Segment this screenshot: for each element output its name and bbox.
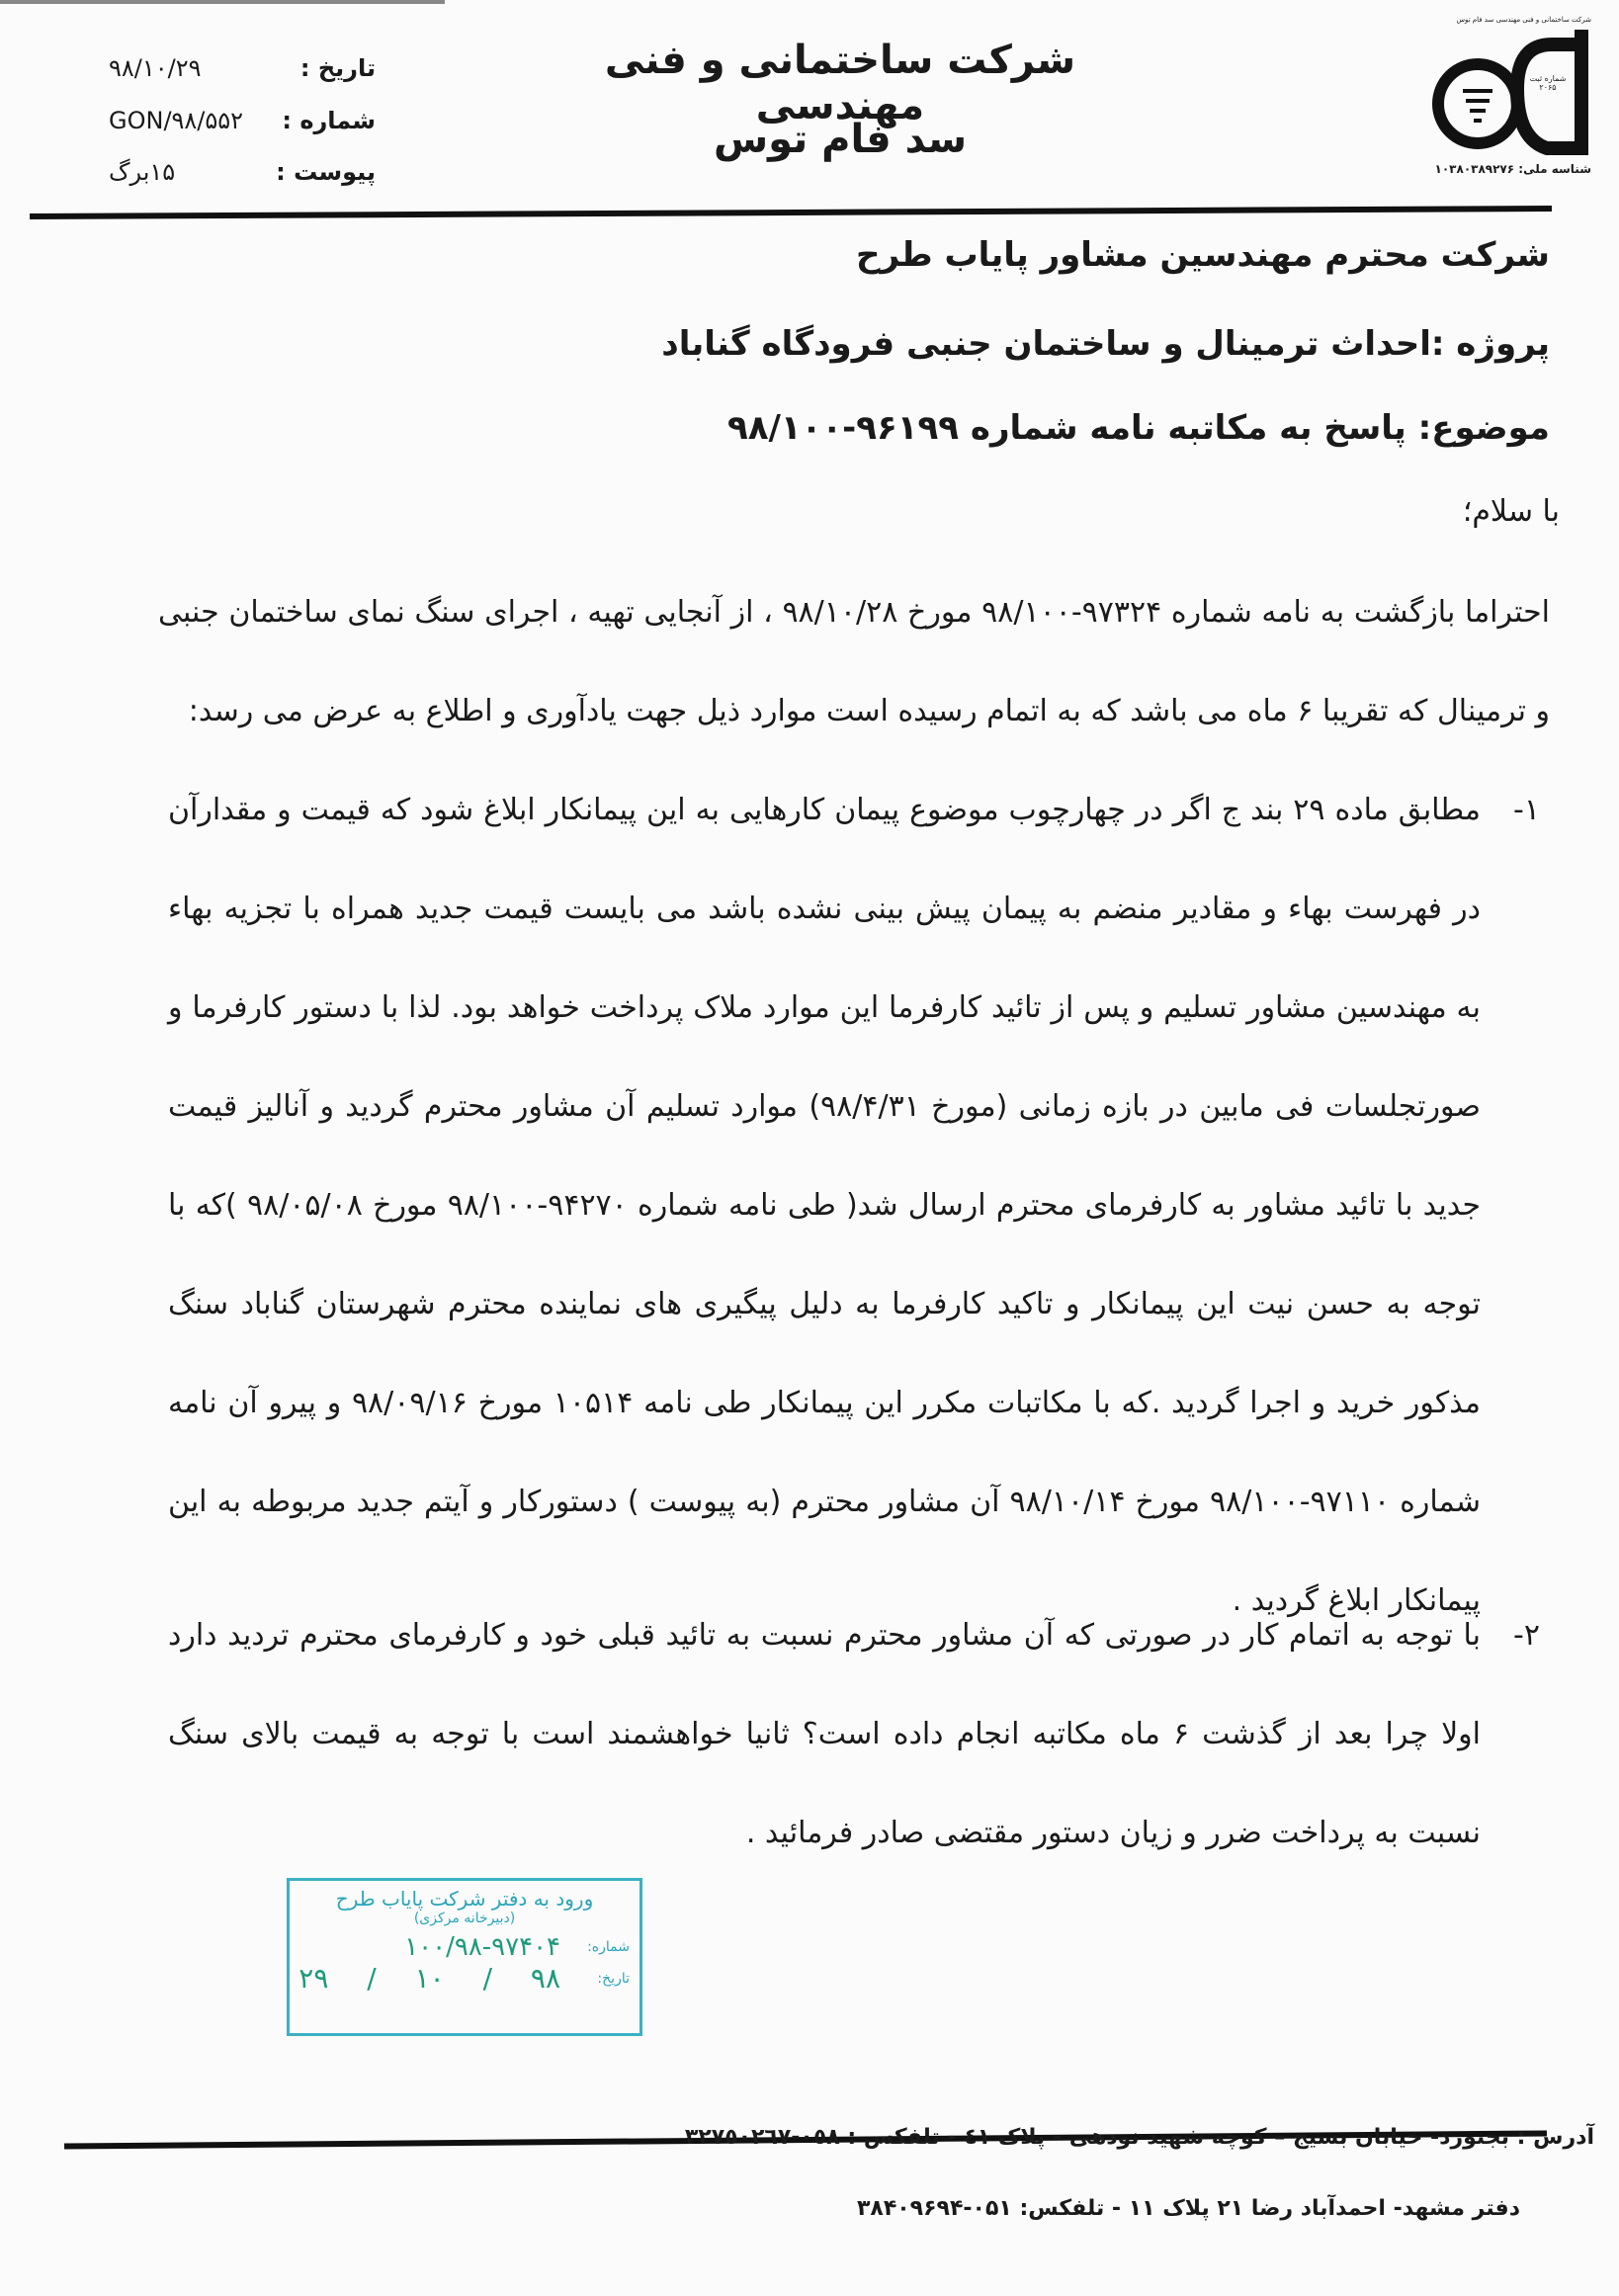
stamp-subtitle: (دبیرخانه مرکزی) <box>413 1911 516 1926</box>
number-field <box>109 107 376 134</box>
header-divider <box>30 206 1552 219</box>
project-line: پروژه :احداث ترمینال و ساختمان جنبی فرودگاه گناباد <box>661 324 1550 364</box>
number-value: GON/۹۸/۵۵۲ <box>109 107 244 134</box>
national-id: شناسه ملی: ۱۰۳۸۰۳۸۹۲۷۶ <box>1434 162 1591 176</box>
addressee: شرکت محترم مهندسین مشاور پایاب طرح <box>856 235 1550 275</box>
attachment-label: پیوست : <box>276 158 376 186</box>
item-text: با توجه به اتمام کار در صورتی که آن مشاور محترم نسبت به تائید قبلی خود و کارفرمای محترم تردید دارد اولا چرا بعد از گذشت ۶ ماه مکاتبه انجام داده است؟ ثانیا خواهشمند است با توجه به قیمت بالای سنگ نسبت به پرداخت ضرر و زیان دستور مقتضی صادر فرمائید . <box>168 1618 1482 1850</box>
stamp-number-label: شماره: <box>587 1939 630 1955</box>
stamp-number-value: ۱۰۰/۹۸-۹۷۴۰۴ <box>404 1932 560 1962</box>
attachment-field <box>109 158 376 186</box>
company-name-line1: شرکت ساختمانی و فنی مهندسی <box>604 38 1076 128</box>
list-item <box>168 761 1540 1651</box>
stamp-title: ورود به دفتر شرکت پایاب طرح <box>335 1887 594 1911</box>
stamp-date-value: ۹۸ / ۱۰ / ۲۹ <box>298 1962 560 1995</box>
footer-address: آدرس : بجنورد- خیابان بسیج – کوچه شهید نودهی - پلاک ٤١ - تلفکس : ٠٥٨-٣٢٧٥٠٢٦٧ <box>684 2125 1594 2150</box>
subject-line: موضوع: پاسخ به مکاتبه نامه شماره ۹۶۱۹۹-۹۸/۱۰۰ <box>726 408 1550 448</box>
intro-paragraph: احتراما بازگشت به نامه شماره ۹۷۳۲۴-۹۸/۱۰۰ مورخ ۹۸/۱۰/۲۸ ، از آنجایی تهیه ، اجرای سنگ نمای ساختمان جنبی و ترمینال که تقریبا ۶ ماه می باشد که به اتمام رسیده است موارد ذیل جهت یادآوری و اطلاع به عرض می رسد: <box>158 595 1550 728</box>
received-stamp <box>287 1878 642 2036</box>
date-field <box>109 54 376 82</box>
company-logo <box>1423 16 1591 178</box>
item-number: ۲- <box>1513 1618 1540 1653</box>
top-scan-edge <box>0 0 445 4</box>
number-label: شماره : <box>282 107 376 134</box>
company-name-line2: سد فام توس <box>713 117 968 162</box>
attachment-value: ۱۵برگ <box>109 158 176 186</box>
greeting: با سلام؛ <box>1462 494 1560 529</box>
item-number: ۱- <box>1513 793 1540 827</box>
date-label: تاریخ : <box>299 54 376 82</box>
logo-text: شرکت ساختمانی و فنی مهندسی سد فام توس <box>1456 16 1591 24</box>
registration-number: شماره ثبت ۲۰۶۵ <box>1529 74 1567 92</box>
list-item <box>168 1586 1540 1883</box>
item-text: مطابق ماده ۲۹ بند ج اگر در چهارچوب موضوع پیمان کارهایی به این پیمانکار ابلاغ شود که قیمت و مقدارآن در فهرست بهاء و مقادیر منضم به پیمان پیش بینی نشده باشد می بایست قیمت جدید همراه با تجزیه بهاء به مهندسین مشاور تسلیم و پس از تائید کارفرما این موارد ملاک پرداخت خواهد بود. لذا با دستور کارفرما و صورتجلسات فی مابین در بازه زمانی (مورخ ۹۸/۴/۳۱) موارد تسلیم آن مشاور محترم گردید و آنالیز قیمت جدید با تائید مشاور به کارفرمای محترم ارسال شد( طی نامه شماره ۹۴۲۷۰-۹۸/۱۰۰ مورخ ۹۸/۰۵/۰۸ )که با توجه به حسن نیت این پیمانکار و تاکید کارفرما به دلیل پیگیری های نماینده محترم شهرستان گناباد سنگ مذکور خرید و اجرا گردید .که با مکاتبات مکرر این پیمانکار طی نامه ۱۰۵۱۴ مورخ ۹۸/۰۹/۱۶ و پیرو آن نامه شماره ۹۷۱۱۰-۹۸/۱۰۰ مورخ ۹۸/۱۰/۱۴ آن مشاور محترم (به پیوست ) دستورکار و آیتم جدید مربوطه به این پیمانکار ابلاغ گردید . <box>168 793 1482 1618</box>
date-value: ۹۸/۱۰/۲۹ <box>109 54 202 82</box>
footer-mashhad-office: دفتر مشهد- احمدآباد رضا ۲۱ پلاک ۱۱ - تلفکس: ۰۵۱-۳۸۴۰۹۶۹۴ <box>856 2196 1520 2221</box>
stamp-date-label: تاریخ: <box>597 1970 630 1987</box>
